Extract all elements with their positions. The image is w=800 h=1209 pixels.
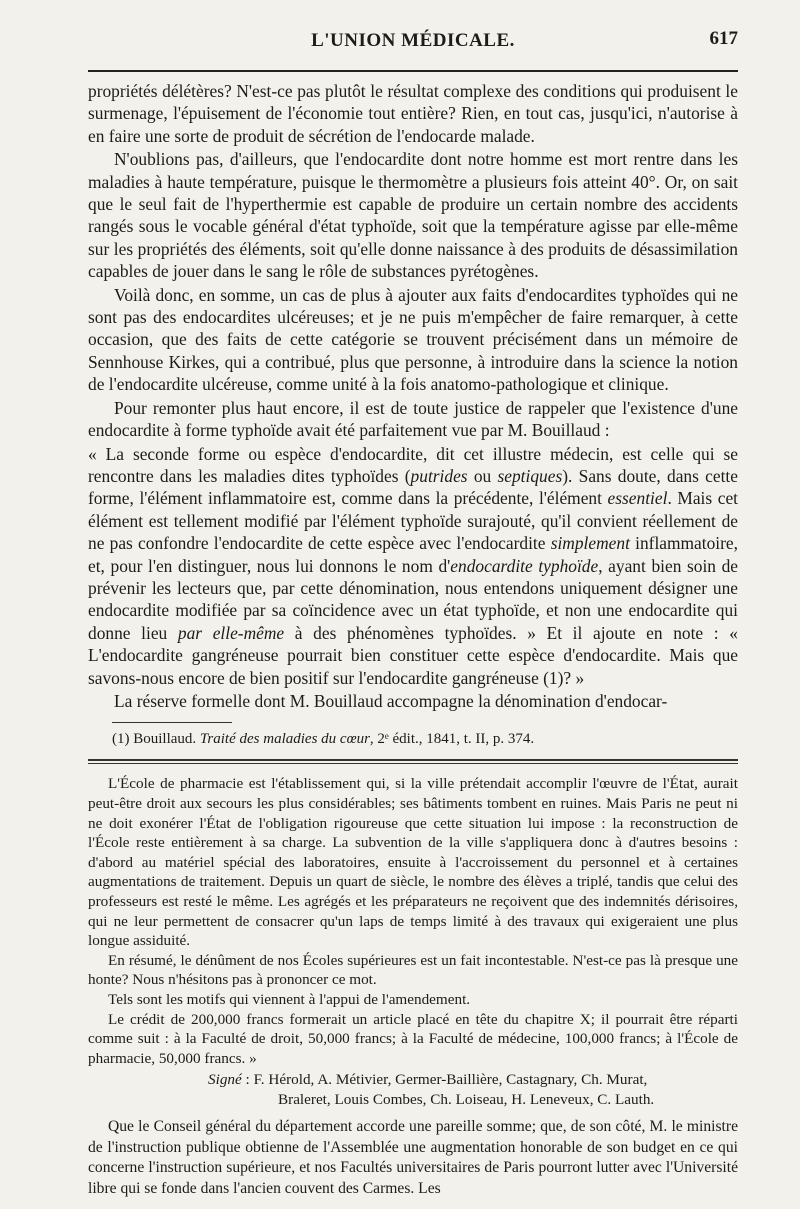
paragraph-4: Pour remonter plus haut encore, il est de toute justice de rappeler que l'existence d'une endocardite à forme typhoïde avait été parfaitement vue par M. Bouillaud : (88, 397, 738, 441)
report-paragraph-2: En résumé, le dénûment de nos Écoles supérieures est un fait incontestable. N'est-ce pas là presque une honte? Nous n'hésitons pas à prononcer ce mot. (88, 951, 738, 989)
report-paragraph-3: Tels sont les motifs qui viennent à l'appui de l'amendement. (108, 990, 471, 1008)
article-body (88, 80, 738, 712)
signature-line-1: Signé : F. Hérold, A. Métivier, Germer-Baillière, Castagnary, Ch. Murat, (208, 1071, 648, 1089)
page-header (88, 18, 738, 58)
page-number: 617 (709, 28, 738, 49)
report-paragraph-4: Le crédit de 200,000 francs formerait un article placé en tête du chapitre X; il pourrait être réparti comme suit : à la Faculté de droit, 50,000 francs; à la Faculté de médecine, 100,000 francs; à l'École de pharmacie, 50,000 francs. » (88, 1010, 738, 1067)
footnote: (1) Bouillaud. Traité des maladies du cœur, 2ᵉ édit., 1841, t. II, p. 374. (112, 731, 535, 748)
section-rule-thin (88, 763, 738, 764)
paragraph-1: propriétés délétères? N'est-ce pas plutôt le résultat complexe des conditions qui produisent le surmenage, l'épuisement de l'économie tout entière? Rien, en tout cas, jusqu'ici, n'autorise à en faire une sorte de produit de sécrétion de l'endocarde malade. (88, 81, 738, 146)
paragraph-5-quote: « La seconde forme ou espèce d'endocardite, dit cet illustre médecin, est celle qui se rencontre dans les maladies dites typhoïdes (putrides ou septiques). Sans doute, dans cette forme, l'élément inflammatoire est, comme dans la précédente, l'élément essentiel. Mais cet élément est tellement modifié par l'élément typhoïde surajouté, qu'il convient réellement de ne pas confondre l'endocardite de cette espèce avec l'endocardite simplement inflammatoire, et, pour l'en distinguer, nous lui donnons le nom d'endocardite typhoïde, ayant bien soin de prévenir les lecteurs que, par cette dénomination, nous entendons uniquement désigner une endocardite modifiée par sa coïncidence avec un état typhoïde, et non une endocardite qui donne lieu par elle-même à des phénomènes typhoïdes. » Et il ajoute en note : « L'endocardite gangréneuse pourrait bien constituer cette espèce d'endocardite. Mais que savons-nous encore de bien positif sur l'endocardite gangréneuse (1)? » (88, 443, 739, 688)
section-rule-thick (88, 759, 738, 761)
footnote-rule (112, 722, 232, 723)
paragraph-2: N'oublions pas, d'ailleurs, que l'endocardite dont notre homme est mort rentre dans les maladies à haute température, puisque le thermomètre a plusieurs fois atteint 40°. Or, on sait que le seul fait de l'hyperthermie est capable de produire un certain nombre des accidents rangés sous le vocable général d'état typhoïde, soit que la température agisse par elle-même sur les propriétés des éléments, soit qu'elle donne naissance à des produits de désassimilation capables de jouer dans le sang le rôle de substances pyrétogènes. (88, 149, 738, 282)
header-rule (88, 70, 738, 72)
signature-line-2: Braleret, Louis Combes, Ch. Loiseau, H. Leneveux, C. Lauth. (278, 1090, 655, 1108)
paragraph-3: Voilà donc, en somme, un cas de plus à ajouter aux faits d'endocardites typhoïdes qui ne sont pas des endocardites ulcéreuses; et je ne puis m'empêcher de faire remarquer, à cette occasion, que des faits de cette catégorie se trouvent précisément dans un mémoire de Sennhouse Kirkes, qui a contribué, plus que personne, à introduire dans la science la notion de l'endocardite ulcéreuse, comme unité à la fois anatomo-pathologique et clinique. (88, 284, 738, 395)
report-paragraph-1: L'École de pharmacie est l'établissement qui, si la ville prétendait accomplir l'œuvre de l'État, aurait peut-être droit aux secours les plus considérables; ses bâtiments tombent en ruines. Mais Paris ne peut ni ne doit exonérer l'État de l'obligation rigoureuse que cette situation lui impose : la reconstruction de l'École reste entièrement à sa charge. La subvention de la ville s'appliquera donc à d'autres besoins : d'abord au matériel spécial des laboratoires, ensuite à l'accroissement du personnel et à certaines augmentations de traitement. Depuis un quart de siècle, le nombre des élèves a triplé, tandis que celui des professeurs est resté le même. Les agrégés et les préparateurs ne reçoivent que des indemnités dérisoires, qui ne leur permettent de consacrer qu'un laps de temps limité à des travaux qui exigeraient une plus longue assiduité. (88, 775, 738, 950)
closing-paragraph: Que le Conseil général du département accorde une pareille somme; que, de son côté, M. le ministre de l'instruction publique obtienne de l'Assemblée une augmentation honorable de son budget en ce qui concerne l'instruction supérieure, et nos Facultés universitaires de Paris pourront lutter avec l'Université libre qui se fonde dans l'ancien couvent des Carmes. Les (88, 1118, 738, 1197)
report-section (88, 774, 738, 1068)
running-title: L'UNION MÉDICALE. (311, 30, 515, 51)
closing-section (88, 1117, 738, 1199)
signatures (88, 1070, 738, 1109)
paragraph-6: La réserve formelle dont M. Bouillaud accompagne la dénomination d'endocar- (114, 690, 668, 711)
